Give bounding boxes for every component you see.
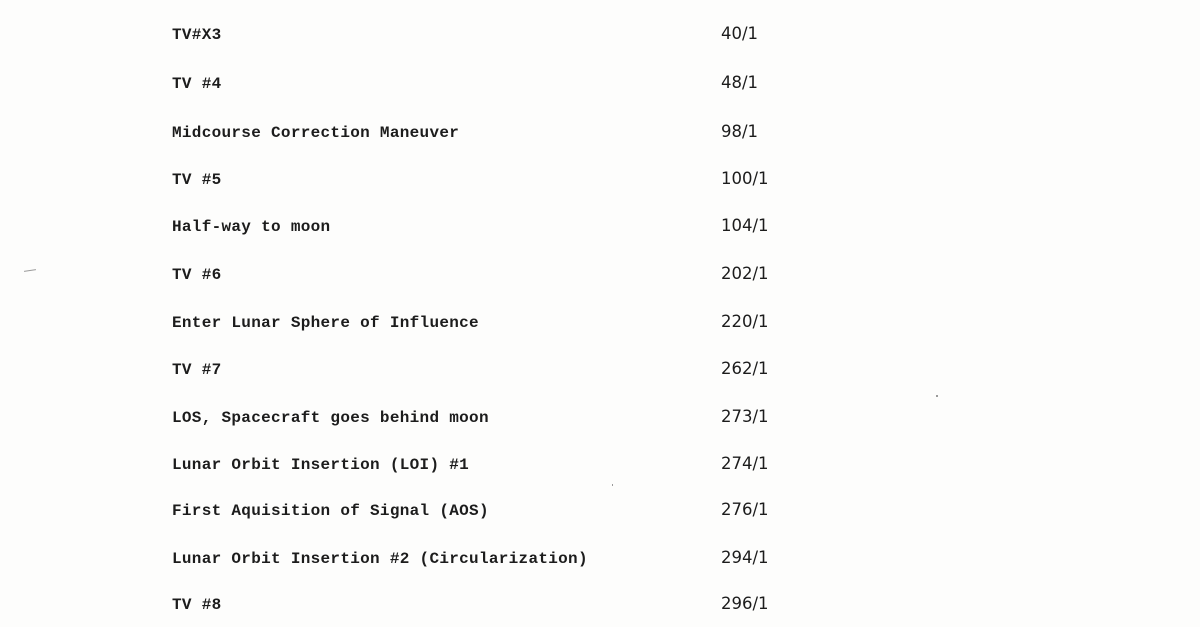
timeline-row — [0, 75, 1200, 105]
timeline-row — [0, 502, 1200, 532]
page-reference: 48/1 — [721, 73, 759, 92]
page-reference: 274/1 — [721, 454, 769, 473]
page-reference: 100/1 — [721, 169, 769, 188]
timeline-row — [0, 409, 1200, 439]
timeline-row — [0, 171, 1200, 201]
event-label: TV#X3 — [172, 26, 222, 44]
event-label: First Aquisition of Signal (AOS) — [172, 502, 489, 520]
page-reference: 220/1 — [721, 312, 769, 331]
page-reference: 104/1 — [721, 216, 769, 235]
page-reference: 296/1 — [721, 594, 769, 613]
event-label: Lunar Orbit Insertion #2 (Circularization) — [172, 550, 588, 568]
event-label: Lunar Orbit Insertion (LOI) #1 — [172, 456, 470, 474]
timeline-row — [0, 314, 1200, 344]
timeline-row — [0, 124, 1200, 154]
page-reference: 98/1 — [721, 122, 759, 141]
page-reference: 294/1 — [721, 548, 769, 567]
scan-speck — [936, 395, 938, 397]
page-reference: 262/1 — [721, 359, 769, 378]
event-label: TV #4 — [172, 75, 222, 93]
page-reference: 40/1 — [721, 24, 759, 43]
scan-speck — [612, 484, 613, 486]
timeline-row — [0, 361, 1200, 391]
timeline-row — [0, 26, 1200, 56]
event-label: TV #8 — [172, 596, 222, 614]
event-label: Half-way to moon — [172, 218, 331, 236]
page-reference: 273/1 — [721, 407, 769, 426]
timeline-row — [0, 266, 1200, 296]
event-label: TV #6 — [172, 266, 222, 284]
event-label: Enter Lunar Sphere of Influence — [172, 314, 479, 332]
event-label: TV #7 — [172, 361, 222, 379]
page-reference: 276/1 — [721, 500, 769, 519]
event-label: TV #5 — [172, 171, 222, 189]
event-label: Midcourse Correction Maneuver — [172, 124, 460, 142]
timeline-row — [0, 456, 1200, 486]
page-reference: 202/1 — [721, 264, 769, 283]
timeline-row — [0, 218, 1200, 248]
timeline-row — [0, 596, 1200, 626]
timeline-row — [0, 550, 1200, 580]
event-label: LOS, Spacecraft goes behind moon — [172, 409, 489, 427]
